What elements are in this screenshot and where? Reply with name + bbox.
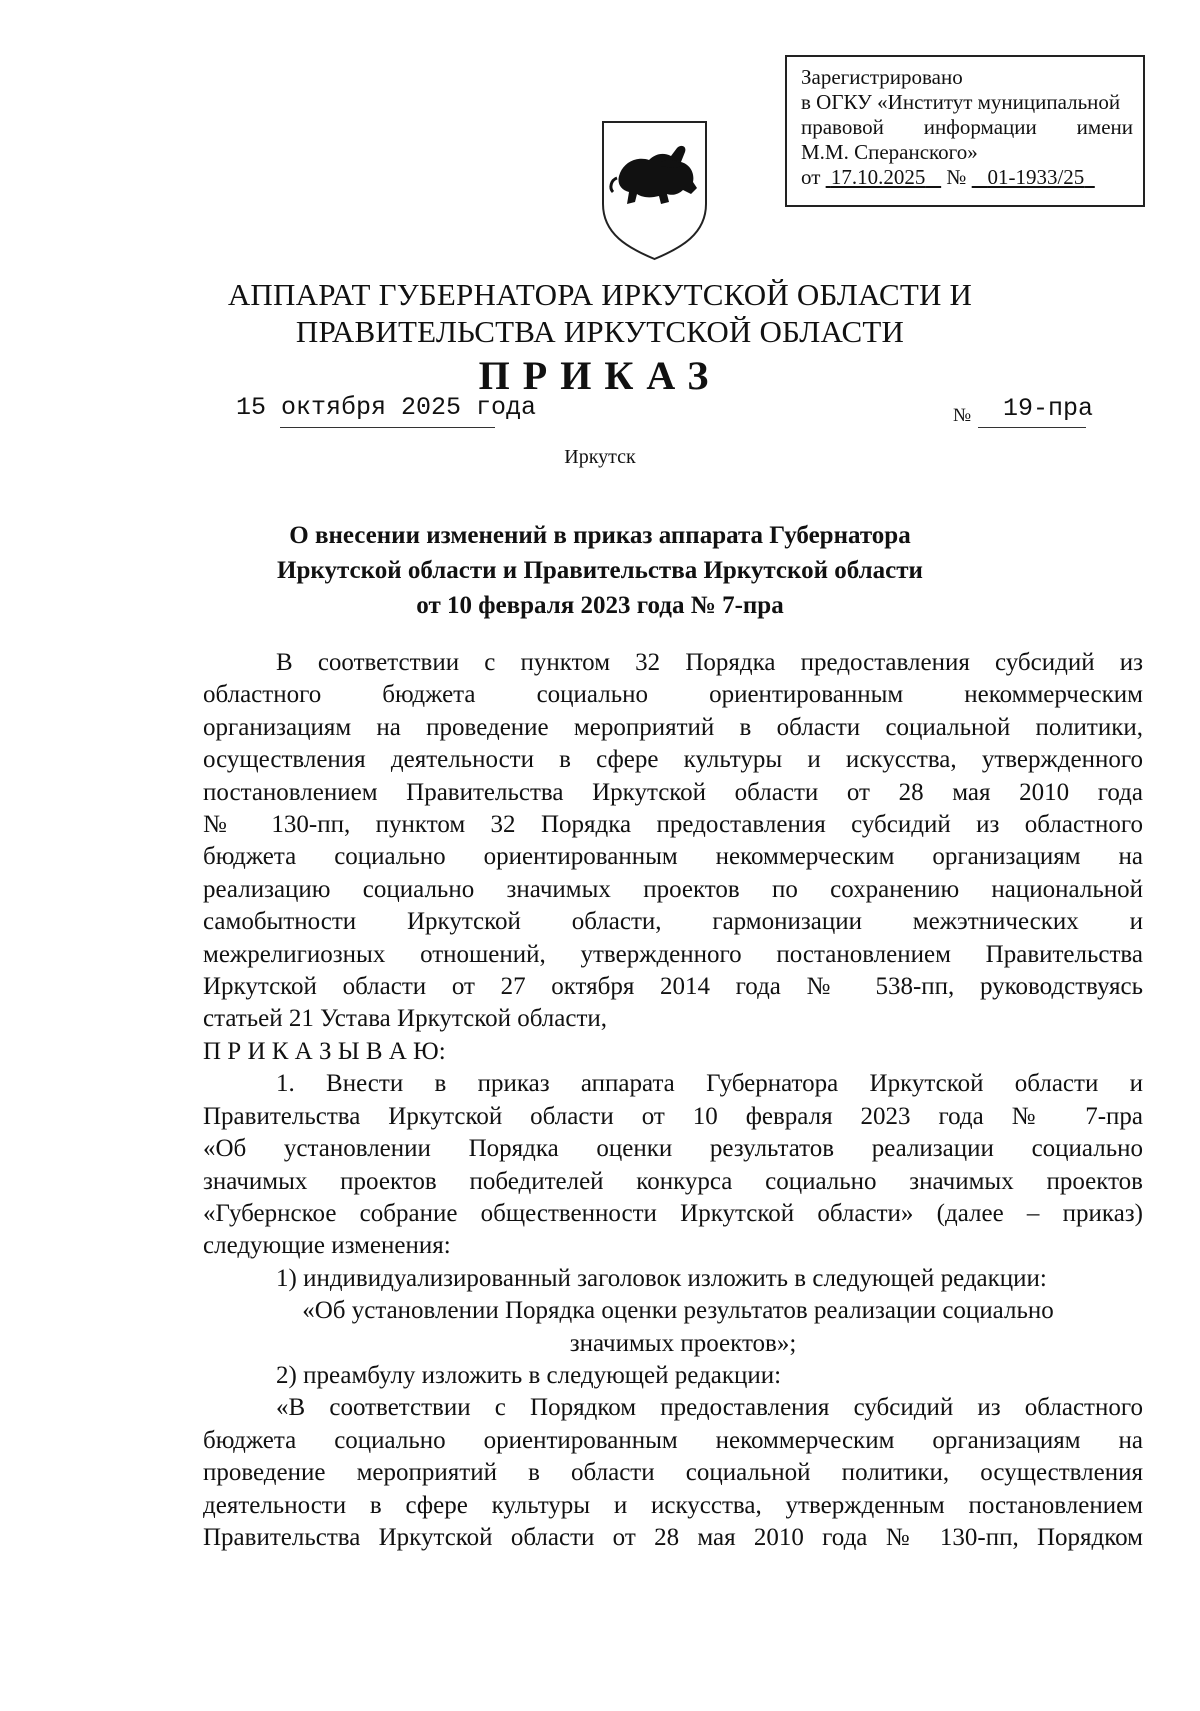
- title-line-3: от 10 февраля 2023 года № 7-пра: [416, 592, 784, 619]
- text-line: осуществления деятельности в сфере культуры и искусства, утвержденного: [203, 746, 1143, 774]
- text-line: Правительства Иркутской области от 28 мая 2010 года № 130-пп, Порядком: [203, 1523, 1143, 1551]
- registration-line-4: М.М. Сперанского»: [801, 140, 978, 164]
- registration-date-line: [801, 165, 1133, 190]
- registration-date-prefix: от: [801, 165, 821, 189]
- text-line: статьей 21 Устава Иркутской области,: [203, 1005, 608, 1033]
- text-line: Иркутской области от 27 октября 2014 года № 538-пп, руководствуясь: [203, 973, 1143, 1001]
- text-line: организациям на проведение мероприятий в области социальной политики,: [203, 713, 1143, 741]
- subitem-2: 2) преамбулу изложить в следующей редакции:: [276, 1361, 782, 1389]
- irkutsk-coat-of-arms-icon: [597, 118, 712, 263]
- text-line: 1. Внести в приказ аппарата Губернатора Иркутской области и: [276, 1070, 1143, 1098]
- document-date: 15 октября 2025 года: [236, 393, 537, 422]
- text-line: «В соответствии с Порядком предоставления субсидий из областного: [276, 1394, 1143, 1422]
- document-title: [0, 518, 1200, 623]
- preamble-paragraph: [203, 647, 1143, 1554]
- registration-word: имени: [1076, 115, 1133, 139]
- text-line: бюджета социально ориентированным некоммерческим организациям на: [203, 1426, 1143, 1454]
- text-line: самобытности Иркутской области, гармонизации межэтнических и: [203, 908, 1143, 936]
- text-line: «Губернское собрание общественности Иркутской области» (далее – приказ): [203, 1199, 1143, 1227]
- registration-number-sign: №: [946, 165, 967, 189]
- text-line: деятельности в сфере культуры и искусства, утвержденным постановлением: [203, 1491, 1143, 1519]
- text-line: межрелигиозных отношений, утвержденного постановлением Правительства: [203, 940, 1143, 968]
- text-line: областного бюджета социально ориентированным некоммерческим: [203, 681, 1143, 709]
- registration-date: 17.10.2025: [830, 165, 926, 189]
- registration-line-1: Зарегистрировано: [801, 65, 963, 89]
- text-line: Правительства Иркутской области от 10 февраля 2023 года № 7-пра: [203, 1102, 1143, 1130]
- text-line: постановлением Правительства Иркутской области от 28 мая 2010 года: [203, 778, 1143, 806]
- text-line: «Об установлении Порядка оценки результатов реализации социально: [203, 1135, 1143, 1163]
- registration-line-2: в ОГКУ «Институт муниципальной: [801, 90, 1121, 114]
- organization-line-2: ПРАВИТЕЛЬСТВА ИРКУТСКОЙ ОБЛАСТИ: [295, 314, 905, 349]
- quoted-title-line-2: значимых проектов»;: [569, 1329, 797, 1357]
- registration-stamp: [785, 55, 1145, 207]
- registration-word: правовой: [801, 115, 884, 139]
- quoted-title-line-1: «Об установлении Порядка оценки результатов реализации социально: [302, 1297, 1054, 1325]
- order-word: П Р И К А З Ы В А Ю:: [203, 1037, 446, 1065]
- number-underline: [978, 427, 1086, 428]
- registration-number: 01-1933/25: [987, 165, 1085, 189]
- text-line: проведение мероприятий в области социальной политики, осуществления: [203, 1459, 1143, 1487]
- title-line-1: О внесении изменений в приказ аппарата Губернатора: [289, 522, 911, 549]
- document-city: Иркутск: [564, 446, 636, 468]
- document-type: ПРИКАЗ: [478, 353, 722, 398]
- text-line: № 130-пп, пунктом 32 Порядка предоставления субсидий из областного: [203, 811, 1143, 839]
- title-line-2: Иркутской области и Правительства Иркутской области: [277, 557, 923, 584]
- text-line: бюджета социально ориентированным некоммерческим организациям на: [203, 843, 1143, 871]
- date-underline: [280, 427, 495, 428]
- organization-line-1: АППАРАТ ГУБЕРНАТОРА ИРКУТСКОЙ ОБЛАСТИ И: [227, 277, 973, 312]
- text-line: В соответствии с пунктом 32 Порядка предоставления субсидий из: [276, 649, 1143, 676]
- organization-name: [0, 276, 1200, 350]
- document-number: 19-пра: [1003, 394, 1094, 423]
- text-line: реализацию социально значимых проектов по сохранению национальной: [203, 875, 1143, 903]
- registration-word: информации: [923, 115, 1037, 139]
- text-line: следующие изменения:: [203, 1232, 451, 1260]
- registration-line-3: [801, 115, 1133, 140]
- subitem-1: 1) индивидуализированный заголовок изложить в следующей редакции:: [276, 1264, 1047, 1292]
- number-sign: №: [953, 405, 972, 426]
- text-line: значимых проектов победителей конкурса социально значимых проектов: [203, 1167, 1143, 1195]
